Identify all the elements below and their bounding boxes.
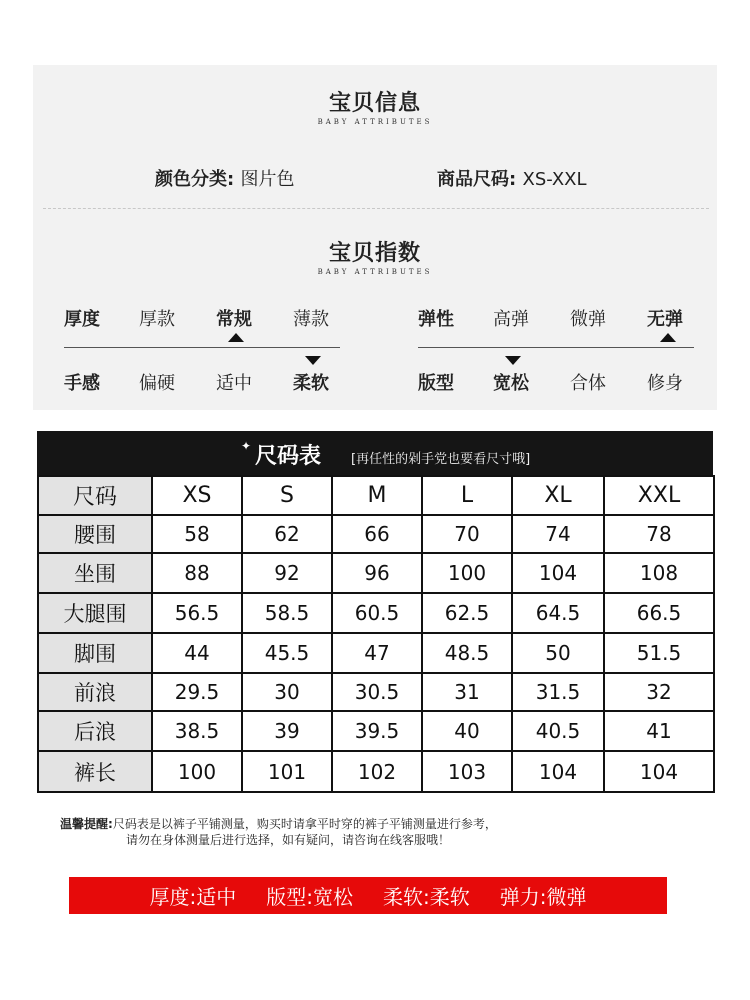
table-cell: 92 [242,553,332,593]
note-line1: 尺码表是以裤子平铺测量，购买时请拿平时穿的裤子平铺测量进行参考， [112,817,497,831]
table-cell: 41 [604,711,714,751]
table-header-cell: XL [512,476,604,515]
summary-item: 版型:宽松 [266,885,353,909]
table-cell: 39 [242,711,332,751]
elasticity-label: 弹性 [418,309,454,330]
index-line [418,347,694,348]
table-cell: 104 [604,751,714,792]
table-header-cell: M [332,476,422,515]
table-cell: 39.5 [332,711,422,751]
table-cell: 100 [422,553,512,593]
color-value: 图片色 [240,169,295,190]
color-category [155,165,294,191]
size-chart-title: 尺码表 [255,444,322,469]
table-cell: 30 [242,673,332,711]
product-size [437,165,587,191]
color-label: 颜色分类: [155,169,235,190]
size-label: 商品尺码: [437,169,517,190]
table-cell: 40.5 [512,711,604,751]
elasticity-option: 高弹 [493,309,529,330]
table-cell: 47 [332,633,422,673]
fit-label: 版型 [418,373,454,394]
attributes-subtitle: BABY ATTRIBUTES [317,118,433,126]
feel-option-selected: 柔软 [293,373,329,394]
selected-marker-down-icon [305,356,321,365]
fit-option-selected: 宽松 [493,373,529,394]
table-cell: 100 [152,751,242,792]
selected-marker-up-icon [228,333,244,342]
row-label-cell: 腰围 [38,515,152,553]
table-header-row [38,476,714,515]
selected-marker-up-icon [660,333,676,342]
table-cell: 58 [152,515,242,553]
table-row [38,515,714,553]
table-cell: 60.5 [332,593,422,633]
size-table [37,475,715,793]
table-cell: 104 [512,751,604,792]
table-header-cell: L [422,476,512,515]
table-cell: 38.5 [152,711,242,751]
table-row [38,711,714,751]
index-subtitle: BABY ATTRIBUTES [317,268,433,276]
row-label-cell: 裤长 [38,751,152,792]
table-cell: 66 [332,515,422,553]
summary-bar [69,877,667,914]
table-cell: 30.5 [332,673,422,711]
note-line2: 请勿在身体测量后进行选择，如有疑问，请咨询在线客服哦！ [126,833,451,847]
table-cell: 74 [512,515,604,553]
table-cell: 31 [422,673,512,711]
table-cell: 45.5 [242,633,332,673]
table-cell: 78 [604,515,714,553]
feel-label: 手感 [64,373,100,394]
table-cell: 32 [604,673,714,711]
row-label-cell: 后浪 [38,711,152,751]
fit-option: 合体 [570,373,606,394]
table-cell: 88 [152,553,242,593]
table-header-cell: XXL [604,476,714,515]
summary-item: 厚度:适中 [149,885,237,909]
table-cell: 104 [512,553,604,593]
table-row [38,633,714,673]
table-cell: 56.5 [152,593,242,633]
table-cell: 50 [512,633,604,673]
table-cell: 102 [332,751,422,792]
table-cell: 62.5 [422,593,512,633]
thickness-option: 厚款 [139,309,175,330]
feel-option: 偏硬 [139,373,175,394]
index-title: 宝贝指数 [328,241,421,266]
index-line [64,347,340,348]
summary-item: 柔软:柔软 [383,885,470,909]
table-row [38,673,714,711]
size-value: XS-XXL [522,169,587,190]
thickness-label: 厚度 [64,309,100,330]
size-chart-header [37,431,713,475]
table-row [38,553,714,593]
fit-option: 修身 [647,373,683,394]
table-cell: 108 [604,553,714,593]
sparkle-icon: ✦ [241,439,252,453]
table-cell: 96 [332,553,422,593]
selected-marker-down-icon [505,356,521,365]
row-label-cell: 坐围 [38,553,152,593]
row-label-cell: 大腿围 [38,593,152,633]
table-cell: 58.5 [242,593,332,633]
table-cell: 51.5 [604,633,714,673]
elasticity-option: 微弹 [570,309,606,330]
table-cell: 70 [422,515,512,553]
table-cell: 44 [152,633,242,673]
elasticity-option-selected: 无弹 [647,309,683,330]
row-label-cell: 脚围 [38,633,152,673]
table-cell: 66.5 [604,593,714,633]
table-cell: 103 [422,751,512,792]
attributes-title: 宝贝信息 [328,91,421,116]
size-chart-subtitle: [再任性的剁手党也要看尺寸哦] [351,452,531,467]
table-header-cell: 尺码 [38,476,152,515]
table-cell: 62 [242,515,332,553]
summary-item: 弹力:微弹 [499,885,587,909]
table-row [38,751,714,792]
table-cell: 40 [422,711,512,751]
size-note [60,816,497,848]
table-header-cell: XS [152,476,242,515]
table-cell: 64.5 [512,593,604,633]
feel-option: 适中 [216,373,252,394]
thickness-option-selected: 常规 [216,309,252,330]
row-label-cell: 前浪 [38,673,152,711]
table-header-cell: S [242,476,332,515]
thickness-option: 薄款 [293,309,329,330]
divider [43,208,709,209]
table-cell: 31.5 [512,673,604,711]
table-cell: 29.5 [152,673,242,711]
note-label: 温馨提醒: [60,817,113,831]
table-cell: 48.5 [422,633,512,673]
table-cell: 101 [242,751,332,792]
table-row [38,593,714,633]
